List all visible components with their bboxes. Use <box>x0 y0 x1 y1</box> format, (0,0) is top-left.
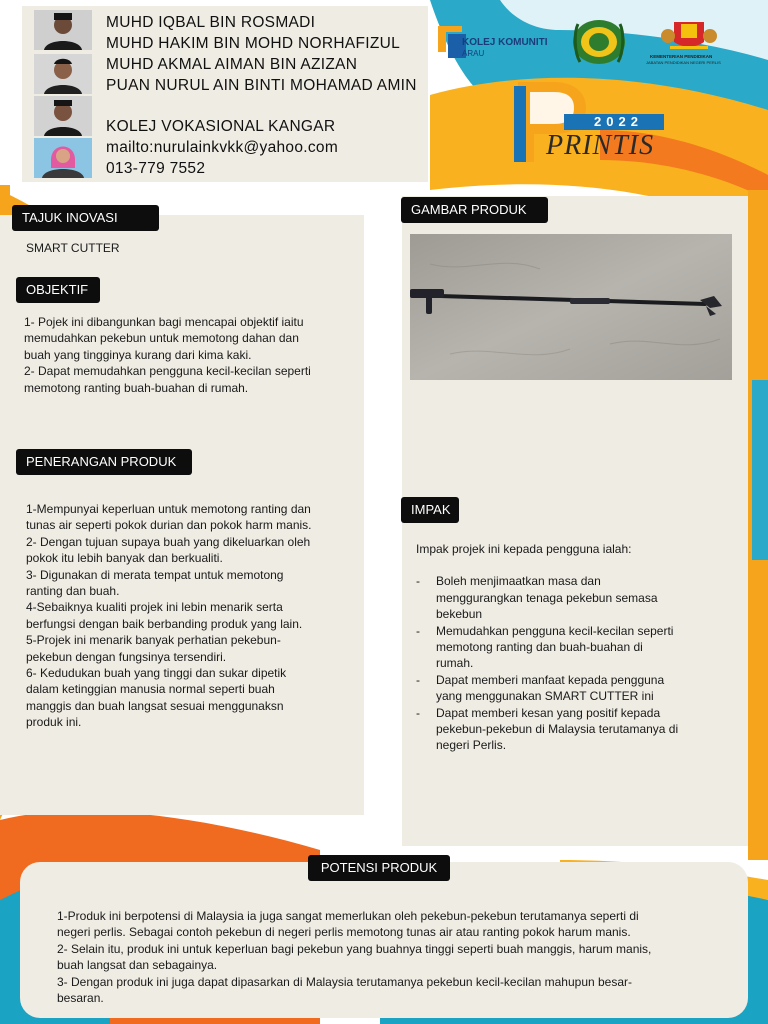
potensi-produk-label: POTENSI PRODUK <box>308 855 450 881</box>
penerangan-produk-label: PENERANGAN PRODUK <box>16 449 192 475</box>
tajuk-inovasi-label: TAJUK INOVASI <box>12 205 159 231</box>
objektif-line: memudahkan pekebun untuk memotong dahan dan <box>24 331 299 346</box>
objektif-line: buah yang tingginya kurang dari kima kaki. <box>24 347 252 362</box>
gambar-produk-label: GAMBAR PRODUK <box>401 197 548 223</box>
penerangan-line: produk ini. <box>26 715 82 730</box>
institution-name: KOLEJ VOKASIONAL KANGAR <box>106 118 336 135</box>
penerangan-line: 3- Digunakan di merata tempat untuk memotong <box>26 567 284 582</box>
kementerian-line2: JABATAN PENDIDIKAN NEGERI PERLIS <box>646 60 721 65</box>
member-name-2: MUHD HAKIM BIN MOHD NORHAFIZUL <box>106 35 401 52</box>
penerangan-line: 2- Dengan tujuan supaya buah yang dikeluarkan oleh <box>26 534 311 549</box>
impak-text <box>416 541 736 754</box>
penerangan-line: 4-Sebaiknya kualiti projek ini lebin menarik serta <box>26 600 283 615</box>
impak-item-line: negeri Perlis. <box>436 738 507 753</box>
penerangan-line: 1-Mempunyai keperluan untuk memotong ranting dan <box>26 502 311 516</box>
penerangan-line: dalam ketinggian manusia normal seperti buah <box>26 682 275 697</box>
impak-item <box>416 573 736 622</box>
impak-item-line: - Memudahkan pengguna kecil-kecilan seperti <box>436 623 674 638</box>
impak-list <box>416 573 736 753</box>
potensi-line: 3- Dengan produk ini juga dapat dipasarkan di Malaysia terutamanya pekebun kecil-kecilan mahupun besar- <box>57 974 633 989</box>
impak-item-line: bekebun <box>436 607 483 622</box>
product-photo <box>410 234 732 380</box>
impak-item <box>416 623 736 672</box>
kementerian-line1: KEMENTERIAN PENDIDIKAN <box>650 54 713 59</box>
impak-item-line: - Dapat memberi kesan yang positif kepada <box>436 705 661 720</box>
impak-item-line: pekebun-pekebun di Malaysia terutamanya di <box>436 722 679 737</box>
impak-item-line: memotong ranting dan buah-buahan di <box>436 640 643 655</box>
crest-icon <box>568 18 630 66</box>
printis-logo <box>510 76 670 166</box>
avatar-iqbal <box>34 10 92 50</box>
impak-item <box>416 672 736 705</box>
impak-item-line: - Boleh menjimaatkan masa dan <box>436 574 601 589</box>
penerangan-line: pekebun dengan fungsinya tersendiri. <box>26 649 227 664</box>
kolej-komuniti-line2: ARAU <box>462 49 485 58</box>
penerangan-line: 5-Projek ini menarik banyak perhatian pekebun- <box>26 633 281 648</box>
potensi-line: 2- Selain itu, produk ini untuk keperluan bagi pekebun yang buahnya tinggi seperti buah manggis, harum manis, <box>57 941 652 956</box>
member-name-3: MUHD AKMAL AIMAN BIN AZIZAN <box>106 56 358 73</box>
member-name-1: MUHD IQBAL BIN ROSMADI <box>106 14 316 31</box>
penerangan-line: berfungsi dengan baik berbanding produk yang lain. <box>26 616 303 631</box>
impak-label: IMPAK <box>401 497 459 523</box>
potensi-produk-text <box>57 908 737 1006</box>
kolej-komuniti-logo <box>436 22 558 62</box>
impak-item-line: - Dapat memberi manfaat kepada pengguna <box>436 672 665 687</box>
objektif-line: memotong ranting buah-buahan di rumah. <box>24 380 249 395</box>
potensi-line: negeri perlis. Sebagai contoh pekebun di negeri perlis memotong tunas air atau ranting pokok harum manis. <box>57 925 631 940</box>
penerangan-line: ranting dan buah. <box>26 584 120 599</box>
avatar-nurul-ain <box>34 138 92 178</box>
contact-email-link[interactable]: mailto:nurulainkvkk@yahoo.com <box>106 139 339 156</box>
objektif-label: OBJEKTIF <box>16 277 100 303</box>
avatar-hakim <box>34 96 92 136</box>
member-name-4: PUAN NURUL AIN BINTI MOHAMAD AMIN <box>106 77 417 94</box>
impak-item-line: yang menggunakan SMART CUTTER ini <box>436 689 654 704</box>
penerangan-line: manggis dan buah langsat sesuai menggunaksn <box>26 698 284 713</box>
penerangan-line: pokok itu lebih banyak dan berkualiti. <box>26 551 223 566</box>
objektif-text <box>24 314 364 396</box>
kolej-komuniti-line1: KOLEJ KOMUNITI <box>462 37 548 48</box>
penerangan-line: tunas air seperti pokok durian dan pokok harm manis. <box>26 518 312 533</box>
kementerian-logo <box>644 18 734 70</box>
printis-word: PRINTIS <box>546 130 655 161</box>
penerangan-line: 6- Kedudukan buah yang tinggi dan sukar dipetik <box>26 666 287 681</box>
avatar-akmal <box>34 54 92 94</box>
objektif-line: 2- Dapat memudahkan pengguna kecil-kecilan seperti <box>24 364 311 379</box>
penerangan-produk-text <box>26 501 364 731</box>
impak-item-line: rumah. <box>436 656 474 671</box>
impak-item <box>416 705 736 754</box>
impak-intro: Impak projek ini kepada pengguna ialah: <box>416 542 632 556</box>
printis-year: 2022 <box>594 114 643 129</box>
tajuk-inovasi-value: SMART CUTTER <box>26 241 120 255</box>
potensi-line: buah langsat dan sebagainya. <box>57 958 218 973</box>
impak-item-line: menggurangkan tenaga pekebun semasa <box>436 590 658 605</box>
contact-phone: 013-779 7552 <box>106 160 206 177</box>
objektif-line: 1- Pojek ini dibangunkan bagi mencapai objektif iaitu <box>24 315 304 329</box>
potensi-line: 1-Produk ini berpotensi di Malaysia ia juga sangat memerlukan oleh pekebun-pekebun terutamanya seperti di <box>57 909 639 923</box>
potensi-line: besaran. <box>57 991 104 1006</box>
